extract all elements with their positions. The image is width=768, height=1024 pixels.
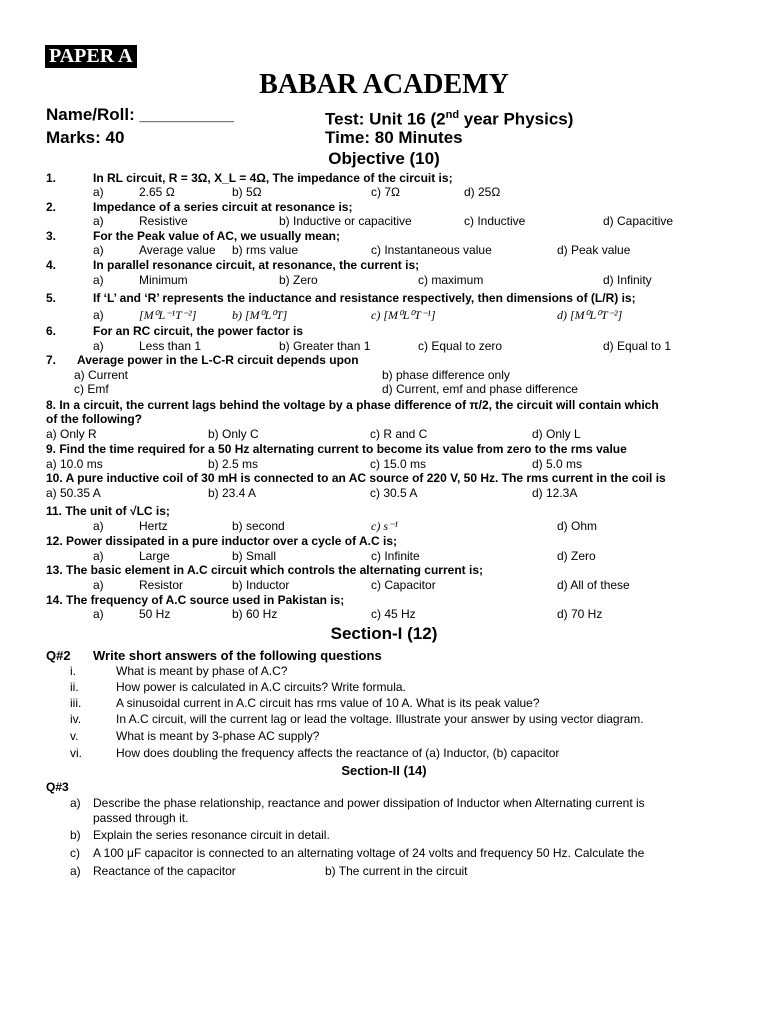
option-a: Hertz: [139, 519, 168, 533]
options-11: [0, 519, 768, 534]
option-a: Large: [139, 549, 170, 563]
options-12: [0, 549, 768, 564]
option-d: d) 12.3A: [532, 486, 578, 500]
question-10: [0, 471, 768, 486]
option-a: a) Current: [74, 368, 129, 382]
item-number: i.: [70, 664, 76, 678]
option-c: c) 15.0 ms: [370, 457, 427, 471]
question-text: 13. The basic element in A.C circuit which controls the alternating current is;: [46, 563, 483, 577]
question-8-continued: [0, 412, 768, 427]
question-text: Average power in the L-C-R circuit depends upon: [77, 353, 359, 367]
item-number: c): [70, 846, 80, 860]
test-superscript: nd: [445, 109, 460, 121]
question-13: [0, 563, 768, 578]
question-number: 4.: [46, 258, 57, 272]
option-b: b) 60 Hz: [232, 607, 278, 621]
section-1-instruction: [0, 648, 768, 663]
section-1-heading: Section-I (12): [330, 624, 438, 643]
part-a-text: Reactance of the capacitor: [93, 864, 236, 878]
option-c: c) 45 Hz: [371, 607, 416, 621]
option-c: c) [M⁰L⁰T⁻¹]: [371, 308, 436, 322]
options-8: [0, 427, 768, 442]
option-d: d) [M⁰L⁰T⁻²]: [557, 308, 623, 322]
options-7-row2: [0, 382, 768, 397]
item-text: What is meant by phase of A.C?: [116, 664, 288, 678]
option-b: b) Zero: [279, 273, 318, 287]
item-text: What is meant by 3-phase AC supply?: [116, 729, 320, 743]
section-2-qnum: [0, 780, 768, 795]
options-13: [0, 578, 768, 593]
option-b: b) [M⁰L⁰T]: [232, 308, 288, 322]
question-2: [0, 200, 768, 215]
option-c: c) Instantaneous value: [371, 243, 492, 257]
question-number: 6.: [46, 324, 57, 338]
option-b: b) Greater than 1: [279, 339, 371, 353]
question-number: Q#3: [46, 780, 69, 794]
option-a: Resistive: [139, 214, 188, 228]
short-question-3: [0, 696, 768, 711]
question-number: 1.: [46, 171, 57, 185]
item-text: A 100 μF capacitor is connected to an alternating voltage of 24 volts and frequency 50 Hz. Calculate the: [93, 846, 645, 860]
option-d: d) Only L: [532, 427, 581, 441]
long-question-b: [0, 828, 768, 843]
section-2-heading: Section-II (14): [341, 763, 427, 778]
question-number: 2.: [46, 200, 57, 214]
objective-heading: Objective (10): [328, 149, 440, 168]
part-b-text: b) The current in the circuit: [325, 864, 468, 878]
options-6: [0, 339, 768, 354]
option-c: c) 7Ω: [371, 185, 400, 199]
item-number: iii.: [70, 696, 82, 710]
item-text-line2: passed through it.: [93, 811, 189, 825]
question-number: 7.: [46, 353, 57, 367]
options-5: [0, 308, 768, 323]
option-a: Resistor: [139, 578, 184, 592]
option-d: d) 70 Hz: [557, 607, 603, 621]
question-text: In parallel resonance circuit, at resonance, the current is;: [93, 258, 420, 272]
option-label: a): [93, 607, 104, 621]
option-d: d) Peak value: [557, 243, 631, 257]
long-question-c-parts: [0, 864, 768, 879]
option-c: c) R and C: [370, 427, 428, 441]
option-a: [M⁰L⁻¹T⁻²]: [139, 308, 197, 322]
question-text: If ‘L’ and ‘R’ represents the inductance and resistance respectively, then dimensions of (L/R) is;: [93, 291, 636, 305]
option-a: Less than 1: [139, 339, 202, 353]
question-text-line2: of the following?: [46, 412, 142, 426]
option-c: c) maximum: [418, 273, 484, 287]
options-1: [0, 185, 768, 200]
option-d: d) 5.0 ms: [532, 457, 583, 471]
option-b: b) Inductive or capacitive: [279, 214, 412, 228]
options-3: [0, 243, 768, 258]
options-4: [0, 273, 768, 288]
option-label: a): [93, 519, 104, 533]
item-text: In A.C circuit, will the current lag or lead the voltage. Illustrate your answer by using vector diagram.: [116, 712, 644, 726]
marks-label: Marks: 40: [46, 128, 125, 147]
option-c: c) Capacitor: [371, 578, 436, 592]
options-9: [0, 457, 768, 472]
item-number: v.: [70, 729, 79, 743]
option-b: b) Only C: [208, 427, 259, 441]
item-number: a): [70, 796, 81, 810]
option-c: c) Emf: [74, 382, 109, 396]
question-12: [0, 534, 768, 549]
question-3: [0, 229, 768, 244]
question-text: Impedance of a series circuit at resonance is;: [93, 200, 353, 214]
item-number: vi.: [70, 746, 82, 760]
option-d: d) All of these: [557, 578, 630, 592]
question-text: For the Peak value of AC, we usually mean;: [93, 229, 340, 243]
option-a: 50 Hz: [139, 607, 171, 621]
long-question-c: [0, 846, 768, 861]
option-label: a): [93, 339, 104, 353]
option-a: a) 10.0 ms: [46, 457, 103, 471]
test-suffix: year Physics): [459, 109, 574, 129]
option-label: a): [93, 185, 104, 199]
option-a: Average value: [139, 243, 216, 257]
short-question-5: [0, 729, 768, 744]
long-question-a: [0, 796, 768, 811]
question-text: For an RC circuit, the power factor is: [93, 324, 304, 338]
question-text: 9. Find the time required for a 50 Hz alternating current to become its value from zero to the rms value: [46, 442, 627, 456]
question-text: 8. In a circuit, the current lags behind the voltage by a phase difference of π/2, the circuit will contain which: [46, 398, 659, 412]
option-a: a) Only R: [46, 427, 97, 441]
item-text: Explain the series resonance circuit in detail.: [93, 828, 330, 842]
question-number: 3.: [46, 229, 57, 243]
question-number: Q#2: [46, 648, 71, 663]
option-label: a): [93, 243, 104, 257]
question-8: [0, 398, 768, 413]
option-d: d) Equal to 1: [603, 339, 672, 353]
page-title: BABAR ACADEMY: [259, 69, 509, 100]
option-b: b) Small: [232, 549, 277, 563]
option-d: d) 25Ω: [464, 185, 501, 199]
item-number: ii.: [70, 680, 79, 694]
item-number: a): [70, 864, 81, 878]
option-d: d) Capacitive: [603, 214, 674, 228]
question-5: [0, 291, 768, 306]
option-d: d) Infinity: [603, 273, 652, 287]
option-c: c) s⁻¹: [371, 519, 398, 533]
options-7-row1: [0, 368, 768, 383]
option-a: Minimum: [139, 273, 188, 287]
option-c: c) Inductive: [464, 214, 526, 228]
item-number: iv.: [70, 712, 82, 726]
option-c: c) Infinite: [371, 549, 420, 563]
question-1: [0, 171, 768, 186]
item-text: How power is calculated in A.C circuits? Write formula.: [116, 680, 406, 694]
time-label: Time: 80 Minutes: [325, 128, 463, 147]
option-b: b) rms value: [232, 243, 299, 257]
question-text: 14. The frequency of A.C source used in Pakistan is;: [46, 593, 345, 607]
question-6: [0, 324, 768, 339]
item-text: How does doubling the frequency affects the reactance of (a) Inductor, (b) capacitor: [116, 746, 560, 760]
options-14: [0, 607, 768, 622]
option-c: c) 30.5 A: [370, 486, 418, 500]
question-14: [0, 593, 768, 608]
option-a: a) 50.35 A: [46, 486, 101, 500]
option-label: a): [93, 578, 104, 592]
option-label: a): [93, 214, 104, 228]
question-text: 10. A pure inductive coil of 30 mH is connected to an AC source of 220 V, 50 Hz. The rms current in the coil is: [46, 471, 666, 485]
options-2: [0, 214, 768, 229]
item-number: b): [70, 828, 81, 842]
option-a: 2.65 Ω: [139, 185, 175, 199]
item-text: A sinusoidal current in A.C circuit has rms value of 10 A. What is its peak value?: [116, 696, 540, 710]
question-11: [0, 504, 768, 519]
short-question-6: [0, 746, 768, 761]
question-4: [0, 258, 768, 273]
option-b: b) 5Ω: [232, 185, 262, 199]
option-b: b) 23.4 A: [208, 486, 257, 500]
option-b: b) Inductor: [232, 578, 290, 592]
question-text: In RL circuit, R = 3Ω, X_L = 4Ω, The impedance of the circuit is;: [93, 171, 453, 185]
question-text: 11. The unit of √LC is;: [46, 504, 170, 518]
option-label: a): [93, 549, 104, 563]
long-question-a-continued: [0, 811, 768, 826]
option-label: a): [93, 273, 104, 287]
short-question-4: [0, 712, 768, 727]
short-question-1: [0, 664, 768, 679]
option-b: b) phase difference only: [382, 368, 510, 382]
option-d: d) Zero: [557, 549, 596, 563]
question-9: [0, 442, 768, 457]
question-7: [0, 353, 768, 368]
option-d: d) Ohm: [557, 519, 598, 533]
option-d: d) Current, emf and phase difference: [382, 382, 578, 396]
question-number: 5.: [46, 291, 57, 305]
option-b: b) 2.5 ms: [208, 457, 259, 471]
option-label: a): [93, 308, 104, 322]
item-text: Describe the phase relationship, reactance and power dissipation of Inductor when Alternating current is: [93, 796, 645, 810]
paper-badge: PAPER A: [45, 45, 137, 68]
name-roll-field: Name/Roll: __________: [46, 105, 235, 124]
options-10: [0, 486, 768, 501]
question-text: 12. Power dissipated in a pure inductor over a cycle of A.C is;: [46, 534, 397, 548]
option-c: c) Equal to zero: [418, 339, 503, 353]
instruction-text: Write short answers of the following questions: [93, 648, 382, 663]
option-b: b) second: [232, 519, 285, 533]
short-question-2: [0, 680, 768, 695]
test-prefix: Test: Unit 16 (2: [325, 109, 446, 129]
